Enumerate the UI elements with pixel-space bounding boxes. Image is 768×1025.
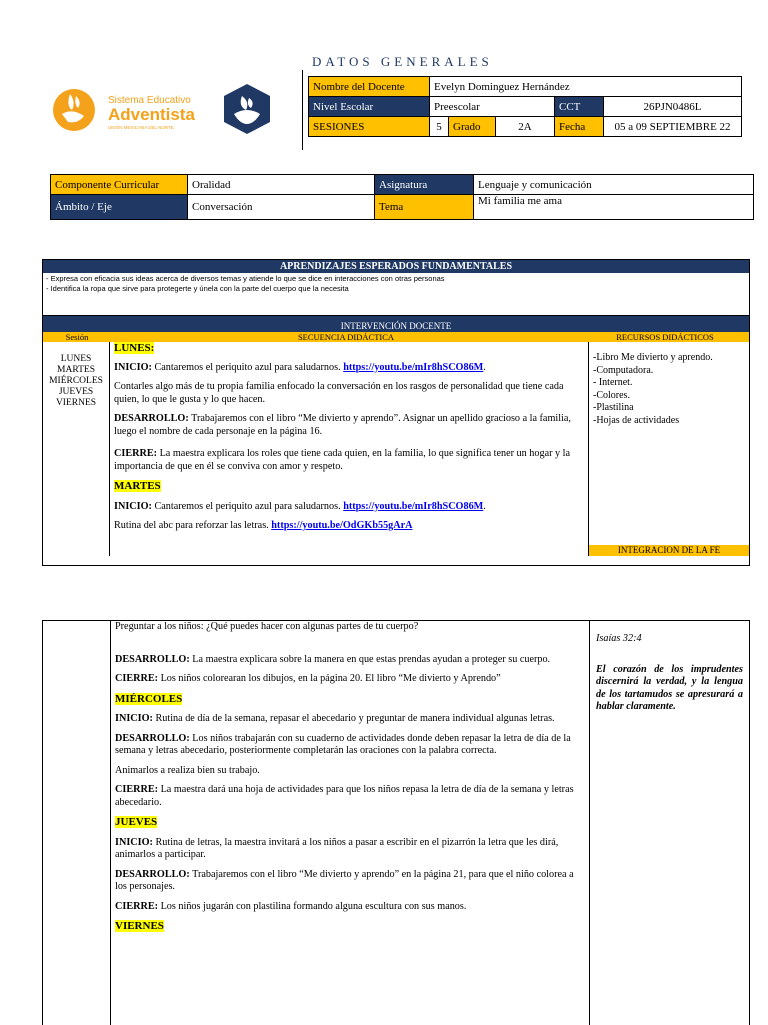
tema-label: Tema	[375, 195, 474, 220]
col-sesion-header: Sesión	[65, 332, 89, 342]
datos-generales-title: DATOS GENERALES	[312, 54, 493, 69]
cierre-text: Los niños colorearan los dibujos, en la página 20. El libro “Me divierto y Aprendo”	[158, 673, 501, 684]
sesiones-value: 5	[430, 117, 449, 137]
recursos-didacticos	[589, 342, 749, 556]
lunes-paragraph: Contarles algo más de tu propia familia enfocado la conversación en los rasgos de personalidad que tiene cada quien, lo que le gusta y lo que hacen.	[114, 381, 564, 405]
componente-value: Oralidad	[188, 175, 375, 195]
recurso-item: -Computadora.	[593, 364, 654, 376]
recurso-item: -Plastilina	[593, 402, 634, 413]
continuation-section	[42, 620, 750, 1025]
martes-heading: MARTES	[114, 480, 161, 492]
inicio-label: INICIO:	[114, 361, 152, 373]
fecha-label: Fecha	[555, 117, 604, 137]
day-label: MIÉRCOLES	[49, 376, 103, 386]
cierre-label: CIERRE:	[115, 900, 159, 912]
datos-generales-table	[308, 76, 742, 137]
video-link[interactable]: https://youtu.be/OdGKb55gArA	[271, 520, 413, 531]
inicio-text: Cantaremos el periquito azul para saludarnos.	[151, 500, 344, 512]
asignatura-label: Asignatura	[375, 175, 474, 195]
viernes-heading: VIERNES	[115, 920, 164, 932]
asignatura-value: Lenguaje y comunicación	[474, 175, 754, 195]
desarrollo-text: Trabajaremos con el libro “Me divierto y aprendo” en la página 21, para que el niño colorea a los personajes.	[115, 868, 574, 892]
verse-reference: Isaías 32:4	[596, 633, 642, 644]
inicio-text: Rutina de día de la semana, repasar el abecedario y preguntar de manera individual algunas letras.	[152, 713, 555, 724]
inicio-text: Cantaremos el periquito azul para saludarnos.	[151, 361, 344, 373]
video-link[interactable]: https://youtu.be/mIr8hSCO86M	[343, 500, 484, 512]
sesion-column	[43, 621, 111, 1025]
desarrollo-label: DESARROLLO:	[115, 732, 190, 744]
desarrollo-text: La maestra explicara sobre la manera en que estas prendas ayudan a proteger su cuerpo.	[189, 653, 551, 665]
secuencia-continuacion	[111, 621, 590, 1025]
day-label: JUEVES	[58, 387, 94, 397]
aprendizajes-section	[42, 259, 750, 566]
desarrollo-text: Los niños trabajarán con su cuaderno de actividades donde deben repasar la letra de día de la semana y letras abecedario, posteriormente completarán las oraciones con la palabra correcta.	[115, 732, 571, 756]
recurso-item: -Libro Me divierto y aprendo.	[593, 352, 713, 363]
day-label: MARTES	[57, 365, 95, 375]
ambito-label: Ámbito / Eje	[51, 195, 188, 220]
verse-text: El corazón de los imprudentes discernirá la verdad, y la lengua de los tartamudos se apresurará a hablar claramente.	[596, 663, 743, 712]
recurso-item: - Internet.	[593, 377, 633, 388]
grado-value: 2A	[496, 117, 555, 137]
nivel-label: Nivel Escolar	[309, 97, 430, 117]
logo-line2: Adventista	[108, 105, 195, 124]
intervencion-title: INTERVENCIÓN DOCENTE	[43, 315, 749, 332]
aprendizajes-list	[43, 273, 749, 315]
docente-value: Evelyn Dominguez Hernández	[430, 77, 742, 97]
aprendizaje-item: - Expresa con eficacia sus ideas acerca de diversos temas y atiende lo que se dice en interacciones con otras personas	[46, 274, 445, 283]
cct-label: CCT	[555, 97, 604, 117]
day-label: LUNES	[60, 354, 92, 364]
integracion-fe	[590, 621, 749, 1025]
aprendizajes-title: APRENDIZAJES ESPERADOS FUNDAMENTALES	[43, 260, 749, 273]
ambito-value: Conversación	[188, 195, 375, 220]
adventist-badge-icon	[220, 82, 274, 136]
video-link[interactable]: https://youtu.be/mIr8hSCO86M	[343, 361, 484, 373]
sesion-days	[43, 342, 110, 556]
cierre-text: La maestra explicara los roles que tiene cada quien, en la familia, lo que significa tener un hogar y la importancia de que en él se conviva con amor y respeto.	[114, 448, 571, 472]
intervencion-columns	[43, 332, 749, 342]
secuencia-didactica: LUNES: INICIO: Cantaremos el periquito azul para saludarnos. https://youtu.be/mIr8hSCO86M. Contarles algo más de tu propia familia enfocado la conversación en los rasgos de personalidad que tiene cada quien, lo que le gusta y lo que hacen. DESARROLLO: Trabajaremos con el libro “Me divierto y aprendo”. Asignar un apellido gracioso a la familia, luego el nombre de cada personaje en la página 16. CIERRE: La maestra explicara los roles que tiene cada quien, en la familia, lo que significa tener un hogar y la importancia de que en él se conviva con amor y respeto. MARTES INICIO: Cantaremos el periquito azul para saludarnos. https://youtu.be/mIr8hSCO86M. Rutina del abc para reforzar las letras. https://youtu.be/OdGKb55gArA	[110, 342, 589, 556]
school-logo	[52, 84, 202, 140]
desarrollo-label: DESARROLLO:	[114, 413, 189, 424]
cierre-label: CIERRE:	[114, 448, 158, 459]
desarrollo-label: DESARROLLO:	[115, 868, 190, 880]
intervencion-body	[43, 342, 749, 556]
pregunta-paragraph: Preguntar a los niños: ¿Qué puedes hacer con algunas partes de tu cuerpo?	[115, 621, 419, 632]
cierre-text: Los niños jugarán con plastilina formando alguna escultura con sus manos.	[158, 900, 467, 912]
curricular-table	[50, 174, 754, 220]
cierre-text: La maestra dará una hoja de actividades para que los niños repasa la letra de día de la semana y letras abecedario.	[115, 784, 574, 808]
integracion-fe-header: INTEGRACION DE LA FE	[589, 545, 749, 556]
aprendizaje-item: - Identifica la ropa que sirve para protegerte y únela con la parte del cuerpo que la necesita	[46, 284, 349, 293]
recurso-item: -Colores.	[593, 389, 630, 401]
inicio-text: Rutina de letras, la maestra invitará a los niños a pasar a escribir en el pizarrón la letra que les dirá, animarlos a participar.	[115, 836, 559, 860]
tema-value: Mi familia me ama	[474, 195, 754, 220]
nivel-value: Preescolar	[430, 97, 555, 117]
col-recursos-header: RECURSOS DIDÁCTICOS	[616, 332, 714, 342]
miercoles-heading: MIÉRCOLES	[115, 692, 183, 705]
day-label: VIERNES	[55, 398, 97, 408]
animar-paragraph: Animarlos a realiza bien su trabajo.	[115, 764, 260, 776]
inicio-label: INICIO:	[115, 713, 153, 724]
logo-line1: Sistema Educativo	[108, 95, 191, 106]
logo-line3: UNIÓN MEXICANA DEL NORTE	[108, 125, 174, 130]
inicio-label: INICIO:	[114, 500, 152, 512]
jueves-heading: JUEVES	[115, 816, 158, 828]
fecha-value: 05 a 09 SEPTIEMBRE 22	[604, 117, 742, 137]
recurso-item: -Hojas de actividades	[593, 414, 680, 426]
desarrollo-text: Trabajaremos con el libro “Me divierto y aprendo”. Asignar un apellido gracioso a la familia, luego el nombre de cada personaje en la página 16.	[114, 413, 571, 437]
cierre-label: CIERRE:	[115, 784, 159, 795]
lunes-heading: LUNES:	[114, 342, 155, 354]
desarrollo-label: DESARROLLO:	[115, 653, 190, 665]
inicio-label: INICIO:	[115, 836, 153, 848]
grado-label: Grado	[449, 117, 496, 137]
componente-label: Componente Curricular	[51, 175, 188, 195]
rutina-text: Rutina del abc para reforzar las letras.	[114, 520, 272, 531]
header-divider	[302, 70, 303, 150]
docente-label: Nombre del Docente	[309, 77, 430, 97]
col-secuencia-header: SECUENCIA DIDÁCTICA	[297, 332, 395, 342]
cct-value: 26PJN0486L	[604, 97, 742, 117]
sesiones-label: SESIONES	[309, 117, 430, 137]
cierre-label: CIERRE:	[115, 673, 159, 684]
